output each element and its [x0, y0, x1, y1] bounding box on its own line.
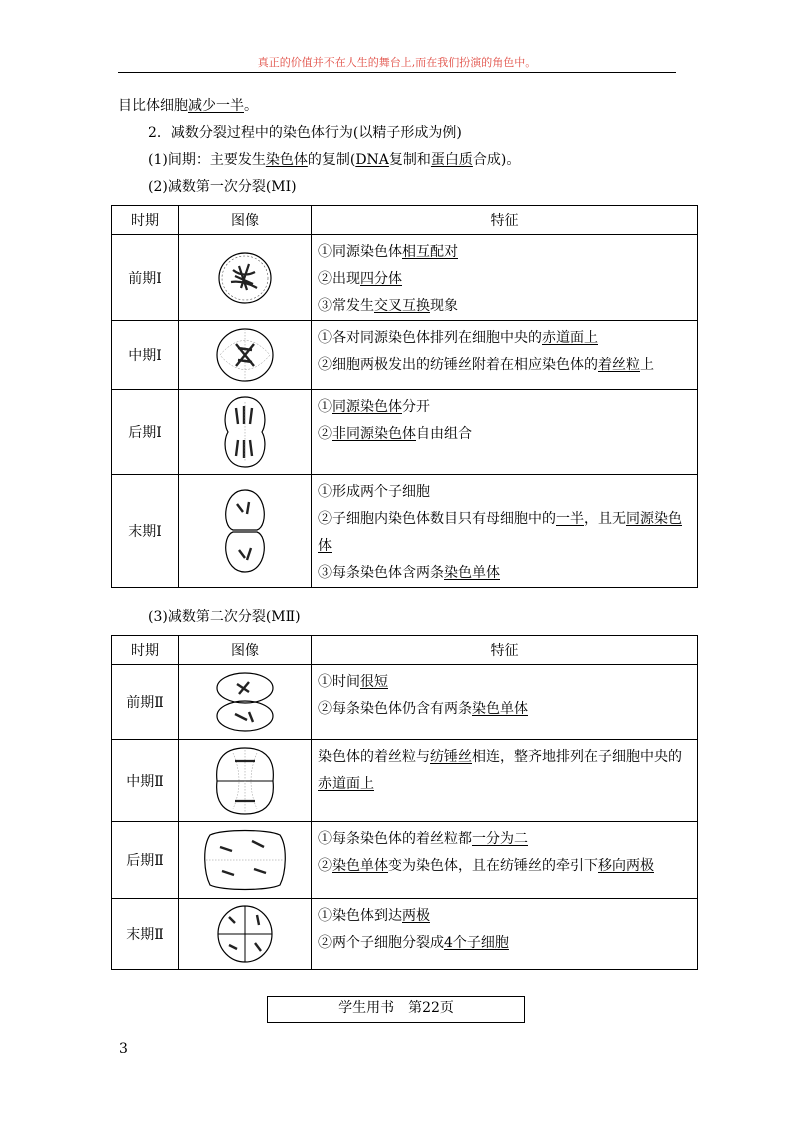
table-row: [112, 822, 698, 899]
book-page-box: 学生用书 第22页: [267, 996, 525, 1023]
header-period: 时期: [112, 206, 179, 235]
section-2-title: 2．减数分裂过程中的染色体行为(以精子形成为例): [148, 125, 462, 141]
period-label: 前期Ⅰ: [112, 235, 179, 321]
header-image: 图像: [179, 206, 312, 235]
table-row: [112, 475, 698, 588]
meiosis-1-table: [111, 205, 698, 588]
period-label: 末期Ⅱ: [112, 899, 179, 970]
anaphase-2-image: [179, 822, 312, 899]
intro-line: 目比体细胞减少一半。: [118, 98, 258, 114]
prophase-2-image: [179, 665, 312, 740]
feature-cell: ①同源染色体相互配对 ②出现四分体 ③常发生交叉互换现象: [312, 235, 698, 321]
period-label: 末期Ⅰ: [112, 475, 179, 588]
telophase-1-image: [179, 475, 312, 588]
header-motto: 真正的价值并不在人生的舞台上,而在我们扮演的角色中。: [257, 56, 537, 69]
period-label: 中期Ⅰ: [112, 321, 179, 390]
metaphase-2-image: [179, 740, 312, 822]
anaphase-1-image: [179, 390, 312, 475]
table-row: [112, 321, 698, 390]
m1-title: (2)减数第一次分裂(MⅠ): [148, 179, 297, 195]
feature-cell: ①染色体到达两极 ②两个子细胞分裂成4个子细胞: [312, 899, 698, 970]
feature-cell: ①形成两个子细胞 ②子细胞内染色体数目只有母细胞中的一半，且无同源染色 体 ③每条染色体含两条染色单体: [312, 475, 698, 588]
header-divider: [118, 72, 676, 73]
meiosis-2-table: [111, 635, 698, 970]
period-label: 前期Ⅱ: [112, 665, 179, 740]
table-row: [112, 235, 698, 321]
header-feature: 特征: [312, 206, 698, 235]
metaphase-1-image: [179, 321, 312, 390]
feature-cell: ①同源染色体分开 ②非同源染色体自由组合: [312, 390, 698, 475]
telophase-2-image: [179, 899, 312, 970]
m2-title: (3)减数第二次分裂(MⅡ): [148, 609, 301, 625]
feature-cell: ①每条染色体的着丝粒都一分为二 ②染色单体变为染色体，且在纺锤丝的牵引下移向两极: [312, 822, 698, 899]
table-row: [112, 665, 698, 740]
prophase-1-image: [179, 235, 312, 321]
interphase-line: (1)间期：主要发生染色体的复制(DNA复制和蛋白质合成)。: [148, 152, 521, 168]
header-period: 时期: [112, 636, 179, 665]
table-row: [112, 899, 698, 970]
feature-cell: ①时间很短 ②每条染色体仍含有两条染色单体: [312, 665, 698, 740]
header-image: 图像: [179, 636, 312, 665]
header-feature: 特征: [312, 636, 698, 665]
table-row: [112, 390, 698, 475]
feature-cell: 染色体的着丝粒与纺锤丝相连，整齐地排列在子细胞中央的 赤道面上: [312, 740, 698, 822]
period-label: 中期Ⅱ: [112, 740, 179, 822]
table-row: [112, 740, 698, 822]
period-label: 后期Ⅰ: [112, 390, 179, 475]
feature-cell: ①各对同源染色体排列在细胞中央的赤道面上 ②细胞两极发出的纺锤丝附着在相应染色体的着丝粒上: [312, 321, 698, 390]
period-label: 后期Ⅱ: [112, 822, 179, 899]
page-number: 3: [119, 1041, 128, 1057]
